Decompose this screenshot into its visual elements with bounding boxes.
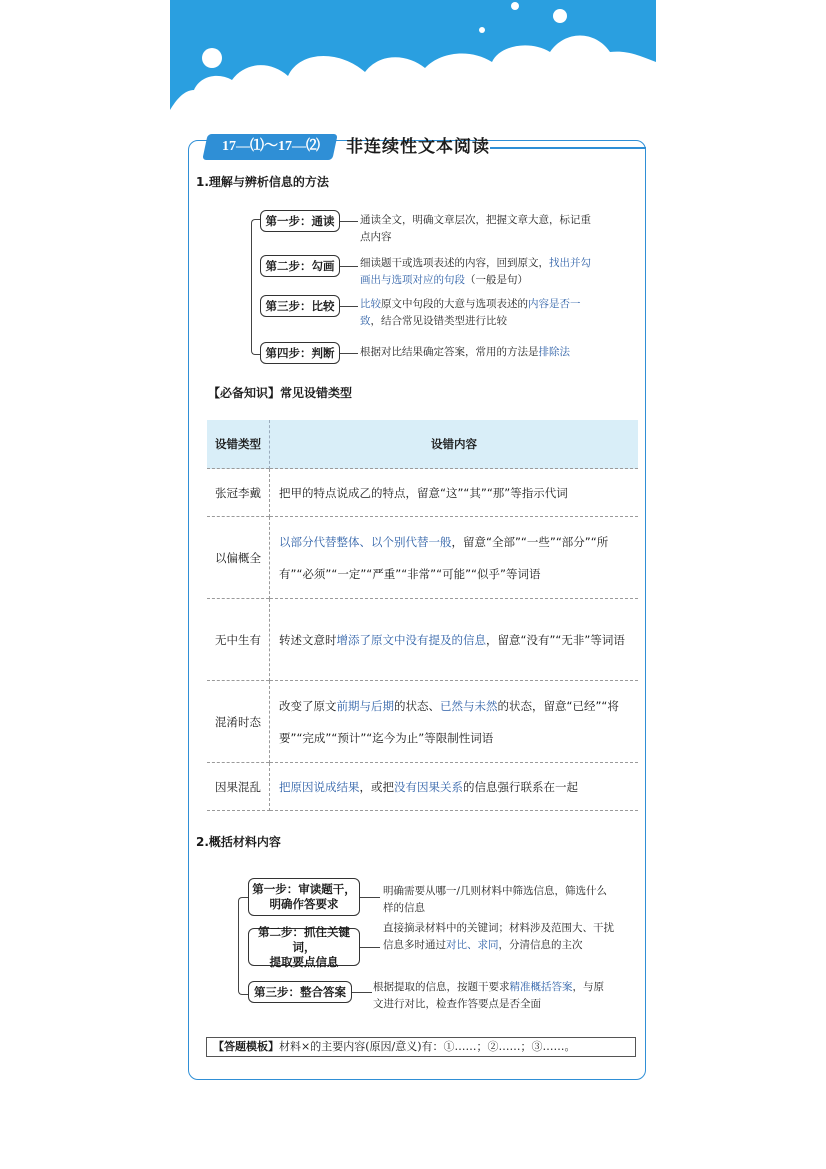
step4-desc: 根据对比结果确定答案，常用的方法是排除法 (360, 346, 570, 358)
table-row (207, 681, 638, 763)
section2-title: 2.概括材料内容 (196, 835, 281, 849)
step4-box: 第四步：判断 (260, 342, 340, 364)
table-row (207, 517, 638, 599)
step1-desc: 通读全文，明确文章层次，把握文章大意，标记重点内容 (360, 214, 591, 243)
col-content-header: 设错内容 (270, 420, 639, 469)
error-type-cell: 以偏概全 (207, 517, 270, 599)
error-content-cell: 以部分代替整体、以个别代替一般，留意“全部”“一些”“部分”“所有”“必须”“一定”“严重”“非常”“可能”“似乎”等词语 (270, 517, 639, 599)
connector (340, 266, 358, 267)
table-row (207, 599, 638, 681)
error-type-cell: 张冠李戴 (207, 469, 270, 517)
connector (340, 353, 358, 354)
connector (340, 221, 358, 222)
step2-box: 第二步：勾画 (260, 255, 340, 277)
answer-template (206, 1037, 636, 1057)
error-content-cell: 改变了原文前期与后期的状态、已然与未然的状态，留意“已经”“将要”“完成”“预计”“迄今为止”等限制性词语 (270, 681, 639, 763)
step2-desc: 细读题干或选项表述的内容，回到原文，找出并勾画出与选项对应的句段（一般是句） (360, 257, 591, 286)
connector (340, 306, 358, 307)
error-type-cell: 无中生有 (207, 599, 270, 681)
s2-step2-desc: 直接摘录材料中的关键词；材料涉及范围大、干扰信息多时通过对比、求同，分清信息的主次 (383, 922, 614, 951)
section1-title: 1.理解与辨析信息的方法 (196, 175, 329, 189)
error-content-cell: 把原因说成结果，或把没有因果关系的信息强行联系在一起 (270, 763, 639, 811)
cloud-banner (170, 0, 656, 130)
col-type-header: 设错类型 (207, 420, 270, 469)
connector (360, 947, 380, 948)
s2-step1-desc: 明确需要从哪一/几则材料中筛选信息，筛选什么样的信息 (383, 885, 608, 914)
connector (352, 992, 372, 993)
table-row (207, 763, 638, 811)
error-content-cell: 把甲的特点说成乙的特点，留意“这”“其”“那”等指示代词 (270, 469, 639, 517)
question-code: 17—⑴～17—⑵ (222, 139, 320, 154)
knowledge-title: 【必备知识】常见设错类型 (208, 386, 353, 400)
title-underline (490, 147, 646, 149)
step1-box: 第一步：通读 (260, 210, 340, 232)
error-content-cell: 转述文意时增添了原文中没有提及的信息，留意“没有”“无非”等词语 (270, 599, 639, 681)
page-title: 非连续性文本阅读 (346, 137, 490, 157)
s2-step3-desc: 根据提取的信息，按题干要求精准概括答案，与原文进行对比，检查作答要点是否全面 (373, 981, 604, 1010)
s2-step2-box: 第二步：抓住关键词， 提取要点信息 (248, 928, 360, 966)
error-type-cell: 混淆时态 (207, 681, 270, 763)
section1-bracket (251, 219, 264, 355)
connector (360, 897, 380, 898)
table-header-row (207, 420, 638, 469)
table-row (207, 469, 638, 517)
s2-step3-box: 第三步：整合答案 (248, 981, 352, 1003)
step3-box: 第三步：比较 (260, 295, 340, 317)
answer-template-label: 【答题模板】 (213, 1040, 279, 1053)
s2-step1-box: 第一步：审读题干， 明确作答要求 (248, 878, 360, 916)
step3-desc: 比较原文中句段的大意与选项表述的内容是否一致，结合常见设错类型进行比较 (360, 298, 581, 327)
answer-template-text: 材料×的主要内容(原因/意义)有：①……；②……；③……。 (279, 1040, 576, 1053)
error-type-cell: 因果混乱 (207, 763, 270, 811)
error-types-table (207, 420, 638, 811)
